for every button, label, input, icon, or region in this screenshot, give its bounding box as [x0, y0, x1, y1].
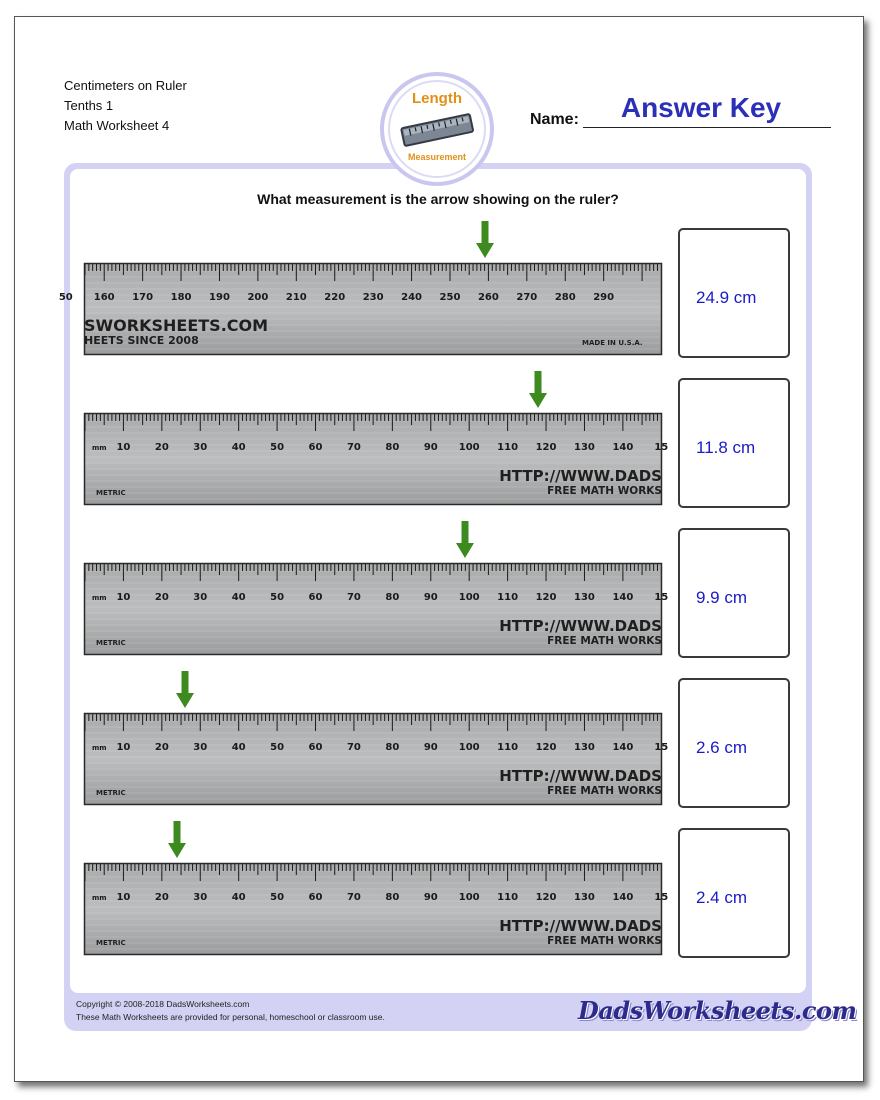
- ruler-tagline-text: FREE MATH WORKS: [547, 485, 662, 497]
- ruler-label: 100: [458, 442, 480, 453]
- ruler-label: 20: [154, 442, 169, 453]
- ruler-label: 180: [170, 292, 192, 303]
- ruler-label: 40: [231, 742, 246, 753]
- pointer-arrow-icon: [175, 671, 195, 709]
- ruler-label: 10: [116, 442, 131, 453]
- ruler-tagline-text: FREE MATH WORKS: [547, 635, 662, 647]
- ruler-label: 40: [231, 892, 246, 903]
- ruler-side-note: METRIC: [96, 639, 126, 647]
- ruler-label: 110: [497, 442, 519, 453]
- ruler-brand-text: HTTP://WWW.DADS: [499, 767, 662, 785]
- ruler-label: 70: [346, 442, 361, 453]
- ruler-label: 80: [385, 592, 400, 603]
- answer-box: [678, 378, 790, 508]
- ruler-label: 10: [116, 592, 131, 603]
- answer-value: 24.9 cm: [696, 288, 757, 307]
- answer-value: 11.8 cm: [696, 438, 756, 457]
- worksheet-subtitle: Tenths 1: [64, 98, 114, 113]
- ruler-label: 230: [362, 292, 384, 303]
- ruler-label: 30: [193, 442, 208, 453]
- ruler-label: 120: [535, 892, 557, 903]
- ruler-label: 30: [193, 592, 208, 603]
- ruler: [84, 713, 669, 805]
- ruler-label: 50: [270, 592, 285, 603]
- pointer-arrow-icon: [455, 521, 475, 559]
- ruler-label: 100: [458, 592, 480, 603]
- ruler-label: 220: [324, 292, 346, 303]
- name-label: Name:: [530, 111, 579, 128]
- ruler-label: 190: [209, 292, 230, 303]
- ruler-unit-label: mm: [92, 894, 107, 902]
- ruler-label: 20: [154, 592, 169, 603]
- ruler-label: 100: [458, 892, 480, 903]
- ruler-label: 120: [535, 592, 557, 603]
- ruler-label: 70: [346, 742, 361, 753]
- ruler-label: 70: [346, 592, 361, 603]
- ruler-label: 80: [385, 442, 400, 453]
- ruler-label: 110: [497, 892, 519, 903]
- ruler-label: 160: [93, 292, 115, 303]
- usage-note: These Math Worksheets are provided for personal, homeschool or classroom use.: [76, 1012, 385, 1022]
- ruler-label: 200: [247, 292, 269, 303]
- ruler-unit-label: mm: [92, 594, 107, 602]
- length-measurement-logo: [380, 72, 494, 186]
- ruler-label: 140: [612, 592, 634, 603]
- ruler-brand-text: HTTP://WWW.DADS: [499, 467, 662, 485]
- ruler-label: 50: [270, 892, 285, 903]
- ruler-label: 110: [497, 742, 519, 753]
- worksheet-number: Math Worksheet 4: [64, 118, 170, 133]
- ruler-label: 15: [654, 442, 669, 453]
- name-line: [583, 127, 831, 128]
- ruler-label: 20: [154, 742, 169, 753]
- pointer-arrow-icon: [167, 821, 187, 859]
- ruler-label: 140: [612, 742, 634, 753]
- ruler-label: 260: [477, 292, 499, 303]
- ruler-label: 15: [654, 892, 669, 903]
- ruler-brand-text: SWORKSHEETS.COM: [84, 316, 269, 335]
- ruler-label: 50: [58, 292, 73, 303]
- answer-value: 9.9 cm: [696, 588, 748, 607]
- ruler-label: 130: [574, 592, 595, 603]
- question-text: What measurement is the arrow showing on the ruler?: [257, 191, 619, 207]
- ruler-label: 100: [458, 742, 480, 753]
- ruler-label: 120: [535, 442, 557, 453]
- logo-title: Length: [412, 90, 462, 107]
- ruler-label: 30: [193, 742, 208, 753]
- ruler-unit-label: mm: [92, 444, 107, 452]
- ruler-label: 170: [132, 292, 154, 303]
- ruler-label: 140: [612, 892, 634, 903]
- ruler: [84, 863, 669, 955]
- ruler-tagline-text: FREE MATH WORKS: [547, 785, 662, 797]
- ruler-label: 80: [385, 892, 400, 903]
- ruler-label: 10: [116, 892, 131, 903]
- ruler-label: 270: [516, 292, 538, 303]
- ruler-label: 15: [654, 592, 669, 603]
- ruler-label: 110: [497, 592, 519, 603]
- ruler-brand-text: HTTP://WWW.DADS: [499, 617, 662, 635]
- ruler-label: 120: [535, 742, 557, 753]
- ruler-side-note: METRIC: [96, 939, 126, 947]
- ruler-label: 60: [308, 442, 323, 453]
- ruler-label: 290: [593, 292, 615, 303]
- copyright-block: [76, 998, 385, 1024]
- ruler-label: 20: [154, 892, 169, 903]
- ruler-unit-label: mm: [92, 744, 107, 752]
- ruler-side-note: METRIC: [96, 489, 126, 497]
- answer-value: 2.4 cm: [696, 888, 748, 907]
- ruler: [84, 413, 669, 505]
- ruler-label: 130: [574, 742, 595, 753]
- ruler-label: 60: [308, 742, 323, 753]
- answer-box: [678, 828, 790, 958]
- logo-subtitle: Measurement: [407, 152, 467, 162]
- ruler-label: 280: [554, 292, 576, 303]
- ruler-label: 50: [270, 742, 285, 753]
- ruler-label: 10: [116, 742, 131, 753]
- dadsworksheets-logo: DadsWorksheets.com: [578, 996, 857, 1025]
- ruler: [84, 563, 669, 655]
- ruler-label: 40: [231, 442, 246, 453]
- answer-box: [678, 678, 790, 808]
- ruler-side-note: METRIC: [96, 789, 126, 797]
- worksheet-title: Centimeters on Ruler: [64, 78, 187, 93]
- ruler-label: 50: [270, 442, 285, 453]
- ruler-label: 140: [612, 442, 634, 453]
- ruler-label: 130: [574, 442, 595, 453]
- ruler-label: 90: [423, 592, 438, 603]
- ruler-label: 130: [574, 892, 595, 903]
- ruler-tagline-text: HEETS SINCE 2008: [84, 334, 199, 347]
- ruler-label: 60: [308, 592, 323, 603]
- ruler-label: 30: [193, 892, 208, 903]
- answer-box: [678, 228, 790, 358]
- answer-box: [678, 528, 790, 658]
- answer-key-title: Answer Key: [620, 92, 782, 123]
- ruler-label: 15: [654, 742, 669, 753]
- ruler-label: 240: [401, 292, 423, 303]
- pointer-arrow-icon: [528, 371, 548, 409]
- ruler-label: 250: [439, 292, 461, 303]
- ruler-label: 80: [385, 742, 400, 753]
- ruler-icon: [398, 112, 476, 146]
- copyright-text: Copyright © 2008-2018 DadsWorksheets.com: [76, 999, 250, 1009]
- ruler-label: 40: [231, 592, 246, 603]
- ruler-label: 90: [423, 892, 438, 903]
- ruler-tagline-text: FREE MATH WORKS: [547, 935, 662, 947]
- ruler-brand-text: HTTP://WWW.DADS: [499, 917, 662, 935]
- ruler-label: 210: [285, 292, 307, 303]
- ruler-label: 70: [346, 892, 361, 903]
- ruler-label: 60: [308, 892, 323, 903]
- answer-value: 2.6 cm: [696, 738, 748, 757]
- pointer-arrow-icon: [475, 221, 495, 259]
- ruler-label: 90: [423, 442, 438, 453]
- ruler-side-note: MADE IN U.S.A.: [582, 339, 643, 347]
- ruler-label: 90: [423, 742, 438, 753]
- ruler: [58, 263, 662, 355]
